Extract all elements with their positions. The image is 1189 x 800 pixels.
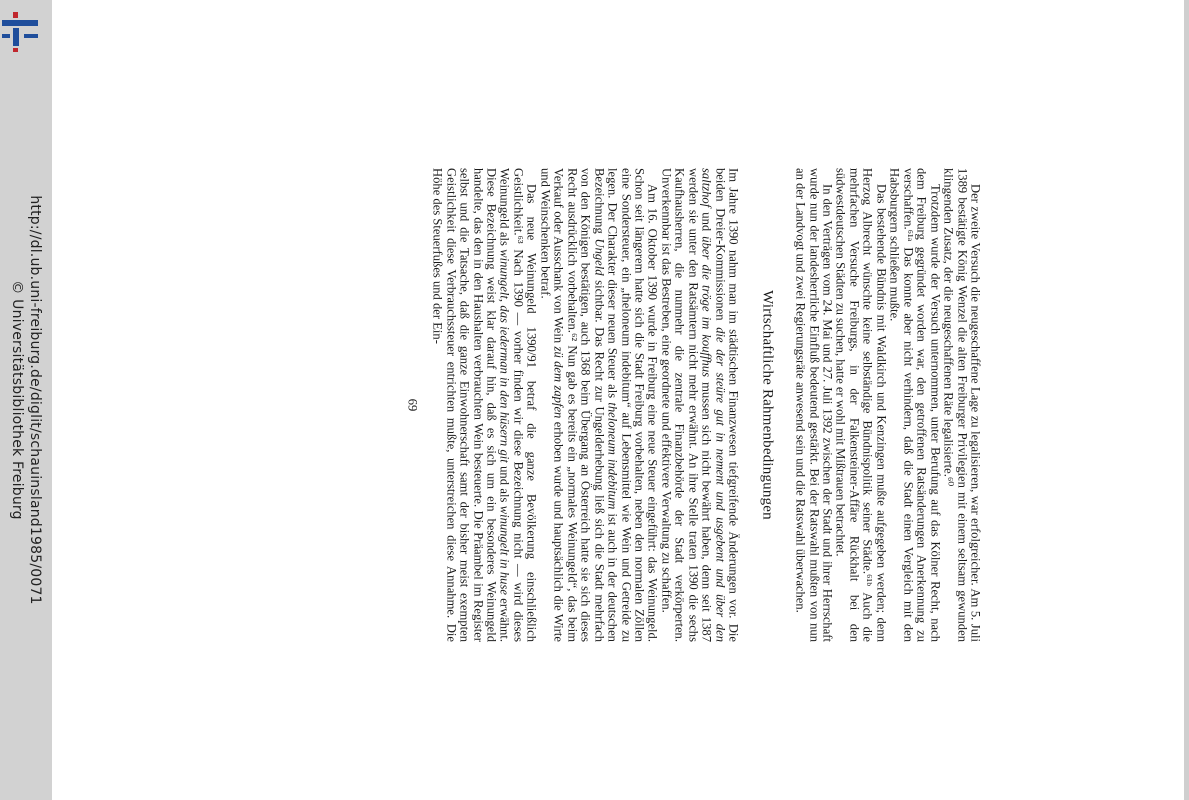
paragraph: Das bestehende Bündnis mit Waldkirch und Kenzingen mußte aufgegeben werden; denn Herzog Albrecht wünschte keine selbständige Bündnispolitik seiner Städte.⁶¹ᵇ Auch die mehrfachen Versuche Freiburgs, in der Falkensteiner-Affäre Rückhalt bei den südwestdeutschen Städten zu suchen, hatte er wohl mit Mißtrauen betrachtet.	[833, 168, 889, 642]
university-logo-icon	[0, 8, 52, 52]
viewer-sidebar	[0, 0, 52, 800]
paragraph: Trotzdem wurde der Versuch unternommen, unter Berufung auf das Kölner Recht, nach dem Freiburg gegründet worden war, den getroffenen Ratsänderungen Anerkennung zu verschaffen.⁶¹ᵃ Das konnte aber nicht verhindern, daß die Stadt einen Vergleich mit den Habsburgern schließen mußte.	[887, 168, 943, 642]
paragraph: Der zweite Versuch die neugeschaffene Lage zu legalisieren, war erfolgreicher. Am 5. Juli 1389 bestätigte König Wenzel die alten Freiburger Privilegien mit einem seltsam gewunden klingenden Zusatz, der die neugeschaffenen Räte legalisierte.⁶⁰	[941, 168, 983, 642]
source-url: http://dl.ub.uni-freiburg.de/diglit/schauinsland1985/0071	[27, 195, 43, 605]
sidebar-caption	[8, 195, 44, 604]
paragraph: In den Verträgen vom 24. Mai und 27. Juli 1392 zwischen der Stadt und ihrer Herrschaft wurde nun der landesherrliche Einfluß bedeutend gestärkt. Bei der Ratswahl mußten von nun an der Landvogt und zwei Regierungsräte anwesend sein und die Ratswahl überwachen.	[793, 168, 835, 642]
page-number: 69	[405, 398, 420, 412]
section-heading: Wirtschaftliche Rahmenbedingungen	[759, 290, 776, 520]
paragraph: Im Jahre 1390 nahm man im städtischen Finanzwesen tiefgreifende Änderungen vor. Die beiden Dreier-Kommissionen die der steüre gut in nement und usgebent und über den saltzhof und über die tröge im kouffhus mussen sich nicht bewährt haben, denn seit 1387 werden sie unter den Ratsämtern nicht mehr erwähnt. An ihre Stelle traten 1390 die sechs Kaufhausherren, die nunmehr die zentrale Finanzbehörde der Stadt verkörperten. Unverkennbar ist das Bestreben, eine geordnete und effektivere Verwaltung zu schaffen.	[659, 168, 741, 643]
scanned-page	[265, 168, 982, 642]
paragraph: Am 16. Oktober 1390 wurde in Freiburg eine neue Steuer eingeführt: das Weinungeld. Schon seit längerem hatte sich die Stadt Freiburg vorbehalten, neben den normalen Zöllen eine Sondersteuer, ein „theloneum indebitum“ auf Lebensmittel wie Wein und Getreide zu legen. Der Charakter dieser neuen Steuer als theloneum indebitum ist auch in der deutschen Bezeichnung Ungeld sichtbar. Das Recht zur Ungelderhebung ließ sich die Stadt mehrfach von den Königen bestätigen, auch 1368 beim Übergang an Österreich hatte sie sich dieses Recht ausdrücklich vorbehalten.⁶² Nun gab es bereits ein „normales Weinungeld“, das beim Verkauf oder Ausschank von Wein zü dem zapfen erhoben wurde und hauptsächlich die Wirte und Weinschenken betraf.	[538, 168, 660, 642]
paragraph: Das neue Weinungeld 1390/91 betraf die ganze Bevölkerung einschließlich Geistlichkeit.⁶³ Nach 1390 — vorher finden wir diese Bezeichnung nicht — wird dieses Weinungeld als winungelt, das iederman in den hüsern git und als winungelt in huse erwähnt. Diese Bezeichnung weist klar darauf hin, daß es sich um ein besonderes Weinungeld handelte, das den in den Haushalten verbrauchten Wein besteuerte. Die Präambel im Register selbst und die Tatsache, daß die ganze Einwohnerschaft samt der bisher meist exempten Geistlichkeit diese Verbrauchssteuer entrichten mußte, unterstreichen diese Annahme. Die Höhe des Steuerfußes und der Ein-	[430, 168, 539, 642]
copyright-notice: © Universitätsbibliothek Freiburg	[9, 280, 25, 520]
right-edge	[1184, 0, 1189, 800]
